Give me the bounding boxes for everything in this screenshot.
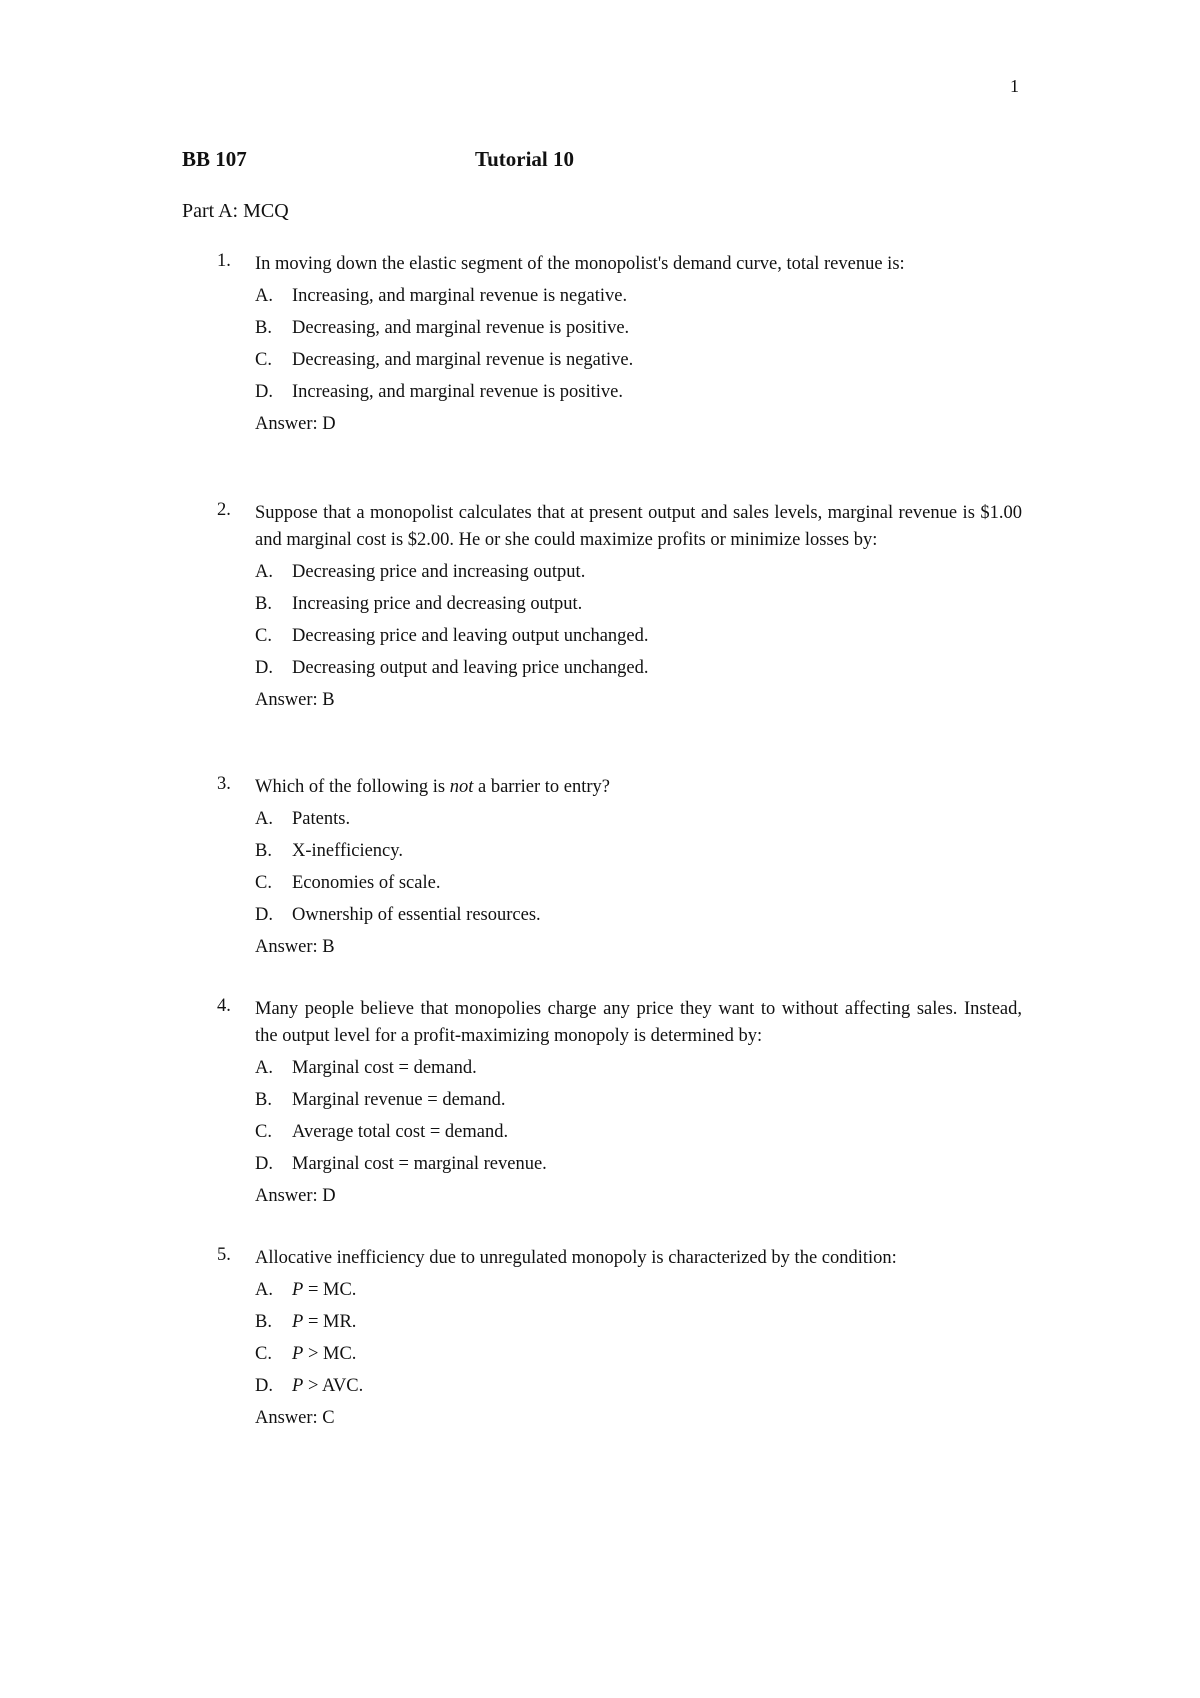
option-text: Increasing, and marginal revenue is negative. [292, 286, 628, 306]
option-letter: A. [255, 286, 273, 306]
option-letter: B. [255, 1312, 272, 1332]
option-text: Average total cost = demand. [292, 1122, 509, 1142]
question-5 [182, 1245, 1022, 1432]
question-3 [182, 774, 1022, 961]
option-b [255, 1087, 1022, 1114]
question-number: 2. [217, 500, 231, 520]
question-text: Many people believe that monopolies charge any price they want to without affecting sales. Instead, the output level for a profit-maximizing monopoly is determined by: [255, 999, 1022, 1046]
question-text-part: Which of the following is [255, 777, 450, 797]
option-letter: C. [255, 350, 272, 370]
option-letter: B. [255, 1090, 272, 1110]
answer: Answer: D [255, 414, 336, 434]
question-text: In moving down the elastic segment of the monopolist's demand curve, total revenue is: [255, 254, 905, 274]
question-text [255, 774, 1022, 801]
option-letter: D. [255, 1154, 273, 1174]
option-letter: D. [255, 905, 273, 925]
option-a [255, 1055, 1022, 1082]
option-text: Decreasing, and marginal revenue is negative. [292, 350, 634, 370]
question-number: 5. [217, 1245, 231, 1265]
answer: Answer: B [255, 690, 335, 710]
variable-p: P [292, 1312, 304, 1332]
question-1 [182, 251, 1022, 438]
option-letter: A. [255, 1280, 273, 1300]
option-c [255, 1119, 1022, 1146]
option-d [255, 379, 1022, 406]
option-a [255, 806, 1022, 833]
option-text: Marginal revenue = demand. [292, 1090, 506, 1110]
option-d [255, 1151, 1022, 1178]
option-a [255, 283, 1022, 310]
option-letter: C. [255, 1122, 272, 1142]
option-c [255, 870, 1022, 897]
option-text: Patents. [292, 809, 351, 829]
option-letter: B. [255, 841, 272, 861]
option-letter: B. [255, 594, 272, 614]
answer: Answer: D [255, 1186, 336, 1206]
question-number: 4. [217, 996, 231, 1016]
option-d [255, 902, 1022, 929]
option-text: Increasing price and decreasing output. [292, 594, 583, 614]
option-letter: A. [255, 1058, 273, 1078]
option-d [255, 1373, 1022, 1400]
option-letter: A. [255, 809, 273, 829]
option-b [255, 315, 1022, 342]
variable-p: P [292, 1280, 304, 1300]
answer: Answer: C [255, 1408, 335, 1428]
option-text: Decreasing price and increasing output. [292, 562, 586, 582]
option-text: Marginal cost = demand. [292, 1058, 477, 1078]
option-letter: D. [255, 658, 273, 678]
option-text: Ownership of essential resources. [292, 905, 541, 925]
page-number: 1 [1010, 76, 1019, 96]
option-d [255, 655, 1022, 682]
question-number: 1. [217, 251, 231, 271]
answer: Answer: B [255, 937, 335, 957]
option-text: Decreasing, and marginal revenue is positive. [292, 318, 630, 338]
question-4 [182, 996, 1022, 1210]
question-text-part: a barrier to entry? [473, 777, 610, 797]
variable-p: P [292, 1376, 304, 1396]
option-text: Decreasing price and leaving output unchanged. [292, 626, 649, 646]
option-letter: A. [255, 562, 273, 582]
option-letter: B. [255, 318, 272, 338]
option-text: Increasing, and marginal revenue is positive. [292, 382, 624, 402]
question-2 [182, 500, 1022, 714]
option-letter: C. [255, 626, 272, 646]
option-text: = MC. [303, 1280, 357, 1300]
option-b [255, 591, 1022, 618]
question-number: 3. [217, 774, 231, 794]
option-letter: D. [255, 1376, 273, 1396]
option-c [255, 623, 1022, 650]
option-text: Marginal cost = marginal revenue. [292, 1154, 547, 1174]
option-a [255, 1277, 1022, 1304]
option-text: > MC. [303, 1344, 357, 1364]
option-c [255, 1341, 1022, 1368]
tutorial-title: Tutorial 10 [475, 147, 574, 171]
option-text: Decreasing output and leaving price unchanged. [292, 658, 649, 678]
option-b [255, 838, 1022, 865]
course-code: BB 107 [182, 147, 247, 171]
option-text: Economies of scale. [292, 873, 441, 893]
part-title: Part A: MCQ [182, 200, 289, 222]
option-text: X-inefficiency. [292, 841, 403, 861]
option-b [255, 1309, 1022, 1336]
variable-p: P [292, 1344, 304, 1364]
option-letter: D. [255, 382, 273, 402]
option-letter: C. [255, 873, 272, 893]
option-text: = MR. [303, 1312, 357, 1332]
option-letter: C. [255, 1344, 272, 1364]
emphasis-text: not [449, 777, 474, 797]
option-a [255, 559, 1022, 586]
option-text: > AVC. [303, 1376, 364, 1396]
option-c [255, 347, 1022, 374]
question-text: Allocative inefficiency due to unregulated monopoly is characterized by the condition: [255, 1248, 897, 1268]
question-text: Suppose that a monopolist calculates that at present output and sales levels, marginal revenue is $1.00 and marginal cost is $2.00. He or she could maximize profits or minimize losses by: [255, 503, 1022, 550]
